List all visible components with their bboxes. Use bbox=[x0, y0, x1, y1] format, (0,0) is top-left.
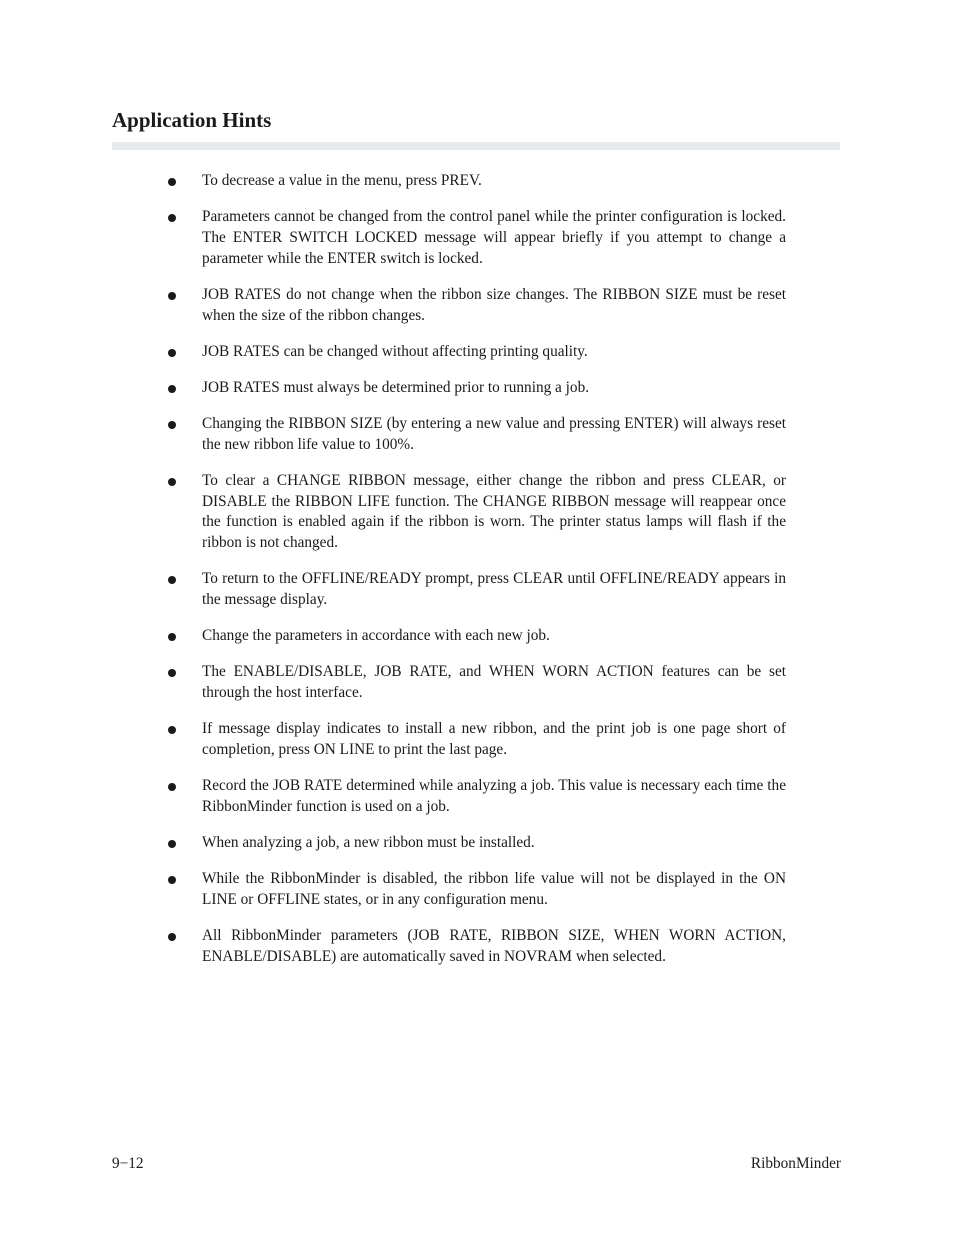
hint-item bbox=[0, 626, 954, 647]
hint-item bbox=[0, 171, 954, 192]
hint-item bbox=[0, 378, 954, 399]
bullet-icon bbox=[168, 214, 176, 222]
hint-item bbox=[0, 471, 954, 554]
chapter-name: RibbonMinder bbox=[750, 1155, 841, 1172]
hint-item bbox=[0, 285, 954, 326]
hint-text: To clear a CHANGE RIBBON message, either change the ribbon and press CLEAR, or DISABLE the RIBBON LIFE function. The CHANGE RIBBON message will reappear once the function is enabled again if the ribbon is worn. The printer status lamps will flash if the ribbon is not changed. bbox=[202, 472, 786, 552]
bullet-icon bbox=[168, 478, 176, 486]
hint-item bbox=[0, 207, 954, 269]
hint-text: The ENABLE/DISABLE, JOB RATE, and WHEN WORN ACTION features can be set through the host interface. bbox=[202, 663, 786, 702]
hint-text: When analyzing a job, a new ribbon must be installed. bbox=[202, 834, 535, 852]
bullet-icon bbox=[168, 783, 176, 791]
hint-text: JOB RATES must always be determined prior to running a job. bbox=[202, 378, 590, 396]
hint-item bbox=[0, 569, 954, 610]
hint-text: To decrease a value in the menu, press PREV. bbox=[202, 172, 482, 189]
hint-text: Changing the RIBBON SIZE (by entering a new value and pressing ENTER) will always reset the new ribbon life value to 100%. bbox=[202, 415, 786, 453]
section-title: Application Hints bbox=[112, 108, 272, 132]
hint-item bbox=[0, 719, 954, 760]
hint-item bbox=[0, 833, 954, 854]
bullet-icon bbox=[168, 421, 176, 429]
hint-text: All RibbonMinder parameters (JOB RATE, RIBBON SIZE, WHEN WORN ACTION, ENABLE/DISABLE) are automatically saved in NOVRAM when selected. bbox=[202, 927, 786, 965]
hint-item bbox=[0, 776, 954, 817]
bullet-icon bbox=[168, 576, 176, 584]
hint-item bbox=[0, 869, 954, 910]
bullet-icon bbox=[168, 840, 176, 848]
bullet-icon bbox=[168, 669, 176, 677]
title-divider bbox=[112, 142, 840, 150]
hint-text: JOB RATES do not change when the ribbon size changes. The RIBBON SIZE must be reset when the size of the ribbon changes. bbox=[202, 285, 786, 324]
hint-text: Record the JOB RATE determined while analyzing a job. This value is necessary each time the RibbonMinder function is used on a job. bbox=[202, 777, 786, 815]
bullet-icon bbox=[168, 876, 176, 884]
hint-text: To return to the OFFLINE/READY prompt, press CLEAR until OFFLINE/READY appears in the message display. bbox=[202, 570, 786, 609]
page-number: 9−12 bbox=[112, 1155, 144, 1172]
hint-text: While the RibbonMinder is disabled, the ribbon life value will not be displayed in the ON LINE or OFFLINE states, or in any configuration menu. bbox=[202, 870, 786, 909]
hint-item bbox=[0, 342, 954, 363]
bullet-icon bbox=[168, 349, 176, 357]
hint-text: If message display indicates to install a new ribbon, and the print job is one page short of completion, press ON LINE to print the last page. bbox=[202, 720, 786, 759]
hint-item bbox=[0, 662, 954, 703]
bullet-icon bbox=[168, 633, 176, 641]
hint-text: Parameters cannot be changed from the control panel while the printer configuration is locked. The ENTER SWITCH LOCKED message will appear briefly if you attempt to change a parameter while the ENTER switch is locked. bbox=[202, 208, 786, 267]
hint-item bbox=[0, 926, 954, 967]
hint-text: Change the parameters in accordance with each new job. bbox=[202, 627, 550, 645]
bullet-icon bbox=[168, 292, 176, 300]
bullet-icon bbox=[168, 726, 176, 734]
hint-text: JOB RATES can be changed without affecting printing quality. bbox=[202, 342, 588, 360]
bullet-icon bbox=[168, 933, 176, 941]
bullet-icon bbox=[168, 178, 176, 186]
hint-item bbox=[0, 414, 954, 455]
bullet-icon bbox=[168, 385, 176, 393]
hint-list bbox=[0, 171, 954, 983]
